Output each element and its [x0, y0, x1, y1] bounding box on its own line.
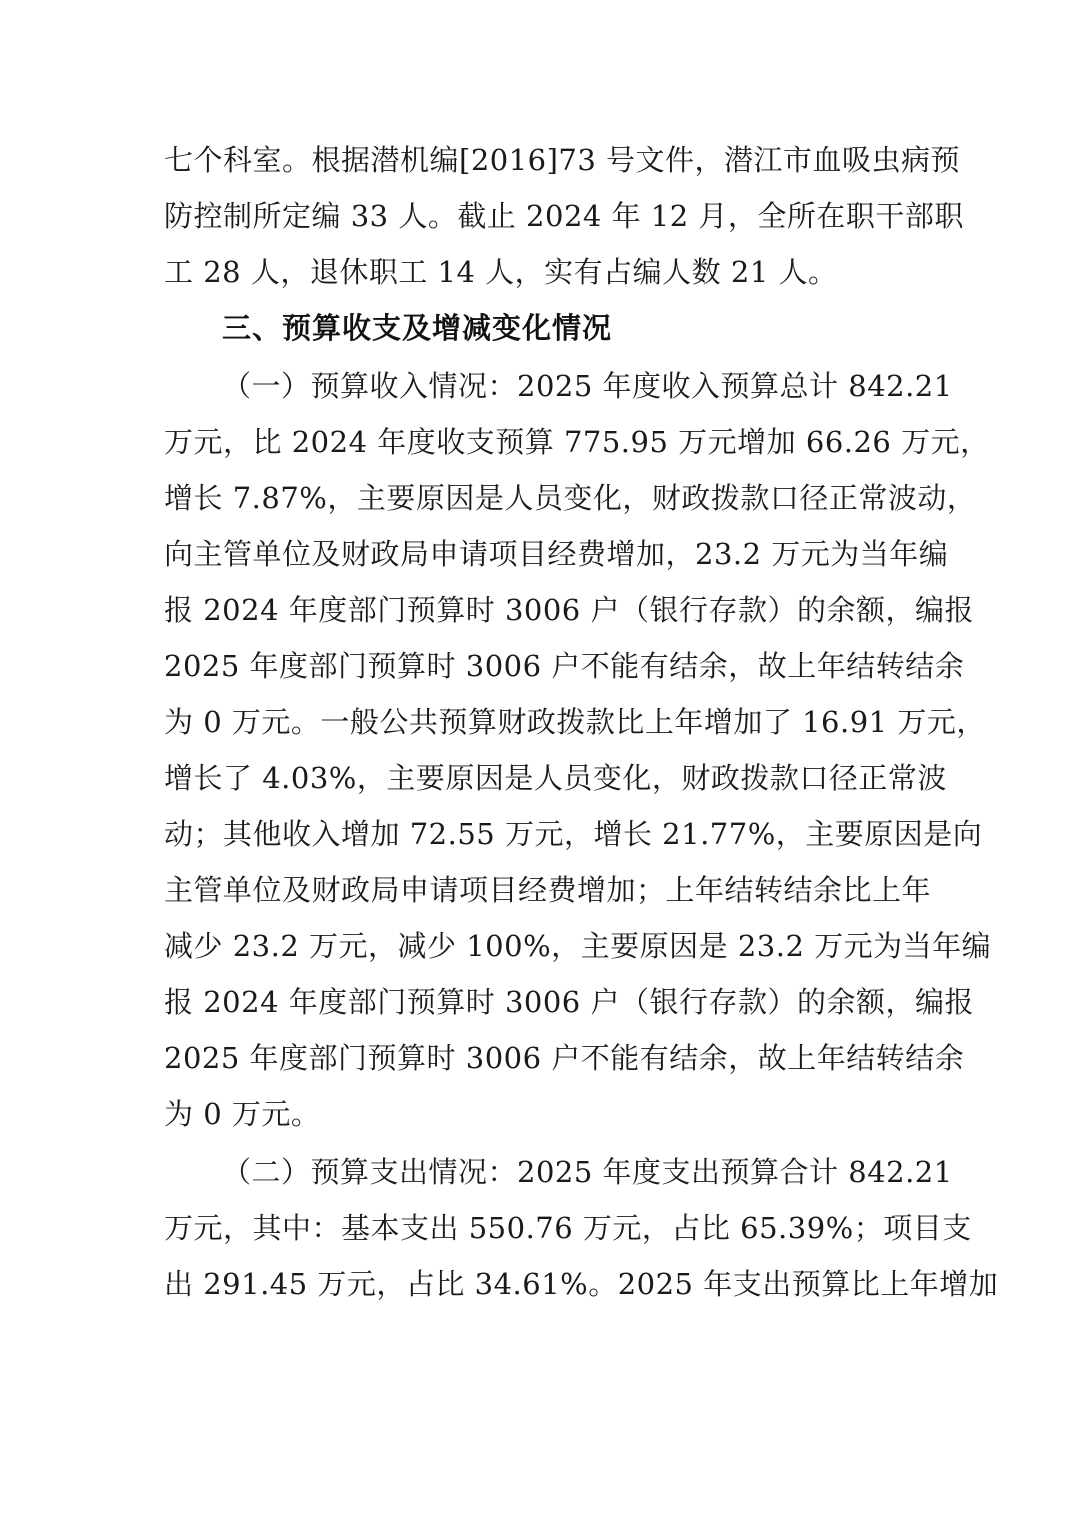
paragraph-line: 增长了 4.03%，主要原因是人员变化，财政拨款口径正常波: [164, 761, 947, 795]
paragraph-line: 万元，比 2024 年度收支预算 775.95 万元增加 66.26 万元，: [164, 425, 990, 459]
paragraph-line: 出 291.45 万元，占比 34.61%。2025 年支出预算比上年增加: [164, 1267, 999, 1301]
section-heading: 三、预算收支及增减变化情况: [222, 311, 613, 345]
paragraph-line: 防控制所定编 33 人。截止 2024 年 12 月，全所在职干部职: [164, 199, 964, 233]
paragraph-line: 2025 年度部门预算时 3006 户不能有结余，故上年结转结余: [164, 1041, 965, 1075]
paragraph-line: 动；其他收入增加 72.55 万元，增长 21.77%，主要原因是向: [164, 817, 983, 851]
paragraph-line: 工 28 人，退休职工 14 人，实有占编人数 21 人。: [164, 255, 838, 289]
paragraph-line: 为 0 万元。: [164, 1097, 321, 1131]
paragraph-line: 报 2024 年度部门预算时 3006 户（银行存款）的余额，编报: [164, 593, 974, 627]
paragraph-line: （二）预算支出情况：2025 年度支出预算合计 842.21: [222, 1155, 953, 1189]
paragraph-line: 增长 7.87%，主要原因是人员变化，财政拨款口径正常波动，: [164, 481, 977, 515]
paragraph-line: 减少 23.2 万元，减少 100%，主要原因是 23.2 万元为当年编: [164, 929, 992, 963]
paragraph-line: 向主管单位及财政局申请项目经费增加，23.2 万元为当年编: [164, 537, 949, 571]
paragraph-line: （一）预算收入情况：2025 年度收入预算总计 842.21: [222, 369, 953, 403]
paragraph-line: 万元，其中：基本支出 550.76 万元，占比 65.39%；项目支: [164, 1211, 972, 1245]
paragraph-line: 报 2024 年度部门预算时 3006 户（银行存款）的余额，编报: [164, 985, 974, 1019]
paragraph-line: 为 0 万元。一般公共预算财政拨款比上年增加了 16.91 万元，: [164, 705, 986, 739]
paragraph-line: 2025 年度部门预算时 3006 户不能有结余，故上年结转结余: [164, 649, 965, 683]
paragraph-line: 主管单位及财政局申请项目经费增加；上年结转结余比上年: [164, 873, 932, 907]
paragraph-line: 七个科室。根据潜机编[2016]73 号文件，潜江市血吸虫病预: [164, 143, 961, 177]
